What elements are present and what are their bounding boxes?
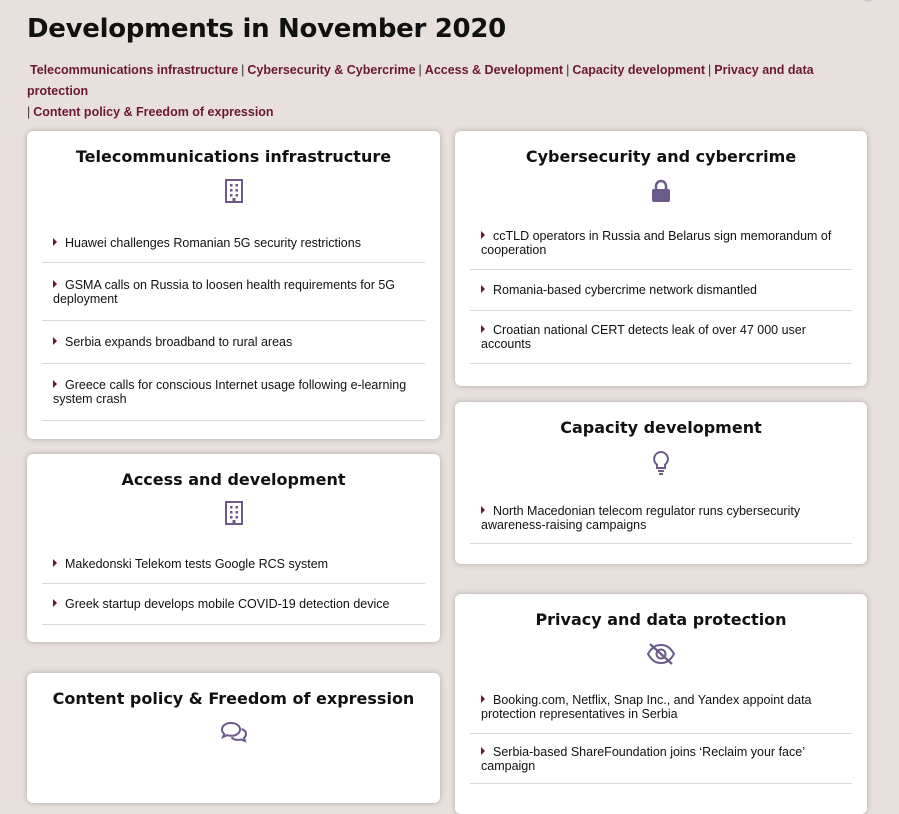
news-link[interactable] — [53, 597, 415, 611]
nav-separator: | — [708, 63, 712, 77]
news-link[interactable] — [53, 378, 415, 406]
news-link[interactable] — [481, 693, 842, 721]
eye-slash-icon — [646, 642, 676, 666]
caret-right-icon — [53, 380, 57, 388]
card-telecom — [27, 131, 440, 439]
caret-right-icon — [53, 280, 57, 288]
list-item — [470, 270, 852, 311]
nav-link-telecom[interactable]: Telecommunications infrastructure — [30, 63, 239, 77]
list-item — [470, 734, 852, 784]
nav-link-content-policy[interactable]: Content policy & Freedom of expression — [33, 105, 274, 119]
list-item — [470, 680, 852, 734]
nav-separator: | — [418, 63, 422, 77]
nav-separator: | — [27, 105, 31, 119]
news-list — [470, 492, 852, 544]
nav-link-access[interactable]: Access & Development — [424, 63, 564, 77]
news-title: Croatian national CERT detects leak of over 47 000 user accounts — [481, 323, 806, 351]
nav-separator: | — [241, 63, 245, 77]
card-title: Cybersecurity and cybercrime — [525, 147, 797, 166]
list-item — [42, 321, 425, 364]
caret-right-icon — [481, 506, 485, 514]
list-item — [470, 311, 852, 364]
caret-right-icon — [481, 285, 485, 293]
card-content-policy — [27, 673, 440, 803]
caret-right-icon — [53, 599, 57, 607]
card-title: Content policy & Freedom of expression — [52, 689, 415, 708]
list-item — [42, 364, 425, 421]
news-link[interactable] — [481, 745, 842, 773]
caret-right-icon — [53, 337, 57, 345]
news-list — [470, 680, 852, 784]
list-item — [42, 263, 425, 321]
list-item — [470, 216, 852, 270]
list-item — [42, 223, 425, 263]
card-title: Capacity development — [560, 418, 762, 437]
news-list — [42, 223, 425, 421]
news-link[interactable] — [53, 557, 415, 571]
news-link[interactable] — [53, 236, 415, 250]
topic-nav — [27, 60, 872, 123]
card-access — [27, 454, 440, 642]
news-title: Serbia-based ShareFoundation joins ‘Reclaim your face’ campaign — [481, 744, 805, 773]
chat-bubbles-icon — [220, 721, 248, 743]
caret-right-icon — [53, 559, 57, 567]
news-list — [42, 544, 425, 625]
list-item — [42, 544, 425, 584]
news-link[interactable] — [481, 283, 842, 297]
news-title: Greece calls for conscious Internet usage following e-learning system crash — [53, 378, 407, 406]
news-list — [470, 216, 852, 364]
scroll-corner — [862, 0, 874, 2]
card-privacy — [455, 594, 867, 814]
list-item — [470, 492, 852, 544]
lock-icon — [651, 179, 671, 203]
lightbulb-icon — [652, 450, 670, 476]
news-title: GSMA calls on Russia to loosen health requirements for 5G deployment — [53, 277, 396, 306]
nav-separator: | — [566, 63, 570, 77]
card-capacity — [455, 402, 867, 564]
nav-link-capacity[interactable]: Capacity development — [572, 63, 705, 77]
caret-right-icon — [481, 231, 485, 239]
caret-right-icon — [481, 325, 485, 333]
building-icon — [224, 501, 244, 525]
news-title: Romania-based cybercrime network dismantled — [493, 283, 758, 297]
list-item — [42, 584, 425, 625]
nav-link-privacy[interactable]: Privacy and data protection — [27, 63, 814, 98]
news-title: Booking.com, Netflix, Snap Inc., and Yandex appoint data protection representatives in Serbia — [481, 692, 812, 721]
news-title: Makedonski Telekom tests Google RCS system — [65, 556, 329, 571]
news-link[interactable] — [481, 504, 842, 532]
caret-right-icon — [53, 238, 57, 246]
news-link[interactable] — [53, 278, 415, 306]
news-link[interactable] — [481, 323, 842, 351]
card-cybersecurity — [455, 131, 867, 386]
building-icon — [224, 179, 244, 203]
card-title: Privacy and data protection — [535, 610, 787, 629]
caret-right-icon — [481, 747, 485, 755]
card-title: Telecommunications infrastructure — [75, 147, 392, 166]
caret-right-icon — [481, 695, 485, 703]
news-link[interactable] — [53, 335, 415, 349]
news-title: Greek startup develops mobile COVID-19 detection device — [65, 597, 390, 611]
nav-link-cybersecurity[interactable]: Cybersecurity & Cybercrime — [247, 63, 416, 77]
news-title: North Macedonian telecom regulator runs cybersecurity awareness-raising campaigns — [481, 503, 801, 532]
card-title: Access and development — [121, 470, 346, 489]
news-title: Serbia expands broadband to rural areas — [65, 335, 293, 349]
news-title: Huawei challenges Romanian 5G security restrictions — [65, 235, 361, 250]
news-title: ccTLD operators in Russia and Belarus sign memorandum of cooperation — [481, 228, 832, 257]
page-title: Developments in November 2020 — [27, 14, 506, 44]
news-link[interactable] — [481, 229, 842, 257]
